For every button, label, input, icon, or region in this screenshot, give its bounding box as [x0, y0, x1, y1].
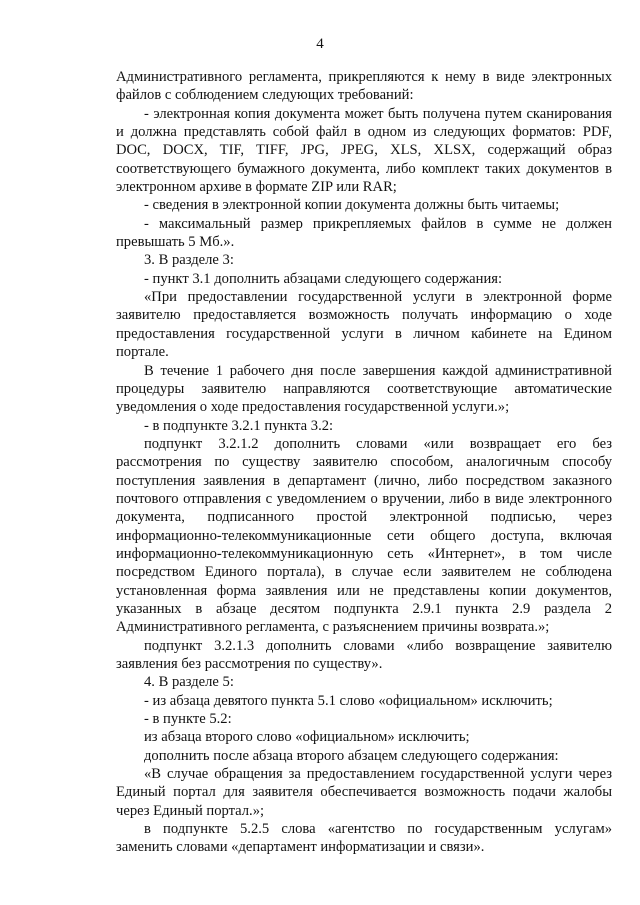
paragraph-notifications: В течение 1 рабочего дня после завершения каждой административной процедуры заявителю направляются соответствующие автоматические уведомления о ходе предоставления государственной услуги.»;	[116, 362, 612, 416]
page-number: 4	[316, 36, 324, 52]
paragraph-electronic-form-info: «При предоставлении государственной услуги в электронной форме заявителю предоставляется возможность получать информацию о ходе предоставления государственной услуги в личном кабинете на Едином портале.	[116, 289, 612, 361]
paragraph-readable-copy: - сведения в электронной копии документа должны быть читаемы;	[144, 197, 560, 214]
paragraph-subclause-3-2-1-2: подпункт 3.2.1.2 дополнить словами «или возвращает его без рассмотрения по существу заявителю способом, аналогичным способу поступления заявления в департамент (лично, либо посредством заказного почтового отправления с уведомлением о вручении, либо в виде электронного документа, подписанного простой электронной подписью, через информационно-телекоммуникационные сети общего доступа, включая информационно-телекоммуникационную сеть «Интернет», в том числе посредством Единого портала), в случае если заявителем не соблюдена установленная форма заявления или не представлены копии документов, указанных в абзаце десятом подпункта 2.9.1 пункта 2.9 раздела 2 Административного регламента, с разъяснением причины возврата.»;	[116, 435, 612, 636]
document-body	[116, 68, 612, 857]
paragraph-electronic-copy-requirements: - электронная копия документа может быть получена путем сканирования и должна представлять собой файл в одном из следующих форматов: PDF, DOC, DOCX, TIF, TIFF, JPG, JPEG, XLS, XLSX, содержащий образ соответствующего бумажного документа, либо комплект таких документов в электронном архиве в формате ZIP или RAR;	[116, 105, 612, 196]
paragraph-complaint-portal: «В случае обращения за предоставлением государственной услуги через Единый портал для заявителя обеспечивается возможность подачи жалобы через Единый портал.»;	[116, 766, 612, 819]
paragraph-subclause-5-2-5: в подпункте 5.2.5 слова «агентство по государственным услугам» заменить словами «департамент информатизации и связи».	[116, 821, 612, 856]
paragraph-section-3-heading: 3. В разделе 3:	[144, 252, 234, 269]
paragraph-section-5-heading: 4. В разделе 5:	[144, 674, 234, 691]
paragraph-subclause-3-2-1-3: подпункт 3.2.1.3 дополнить словами «либо возвращение заявителю заявления без рассмотрения по существу».	[116, 637, 612, 672]
paragraph-clause-5-2-second: из абзаца второго слово «официальном» исключить;	[144, 729, 470, 746]
paragraph-clause-5-1: - из абзаца девятого пункта 5.1 слово «официальном» исключить;	[144, 692, 553, 709]
paragraph-clause-5-2: - в пункте 5.2:	[144, 711, 232, 728]
paragraph-subclause-3-2-1: - в подпункте 3.2.1 пункта 3.2:	[144, 417, 334, 434]
paragraph-max-file-size: - максимальный размер прикрепляемых файлов в сумме не должен превышать 5 Мб.».	[116, 215, 612, 251]
paragraph-clause-3-1: - пункт 3.1 дополнить абзацами следующего содержания:	[144, 270, 503, 287]
paragraph-regulation-continuation: Административного регламента, прикрепляются к нему в виде электронных файлов с соблюдением следующих требований:	[116, 69, 612, 104]
paragraph-add-after-second: дополнить после абзаца второго абзацем следующего содержания:	[144, 747, 559, 764]
